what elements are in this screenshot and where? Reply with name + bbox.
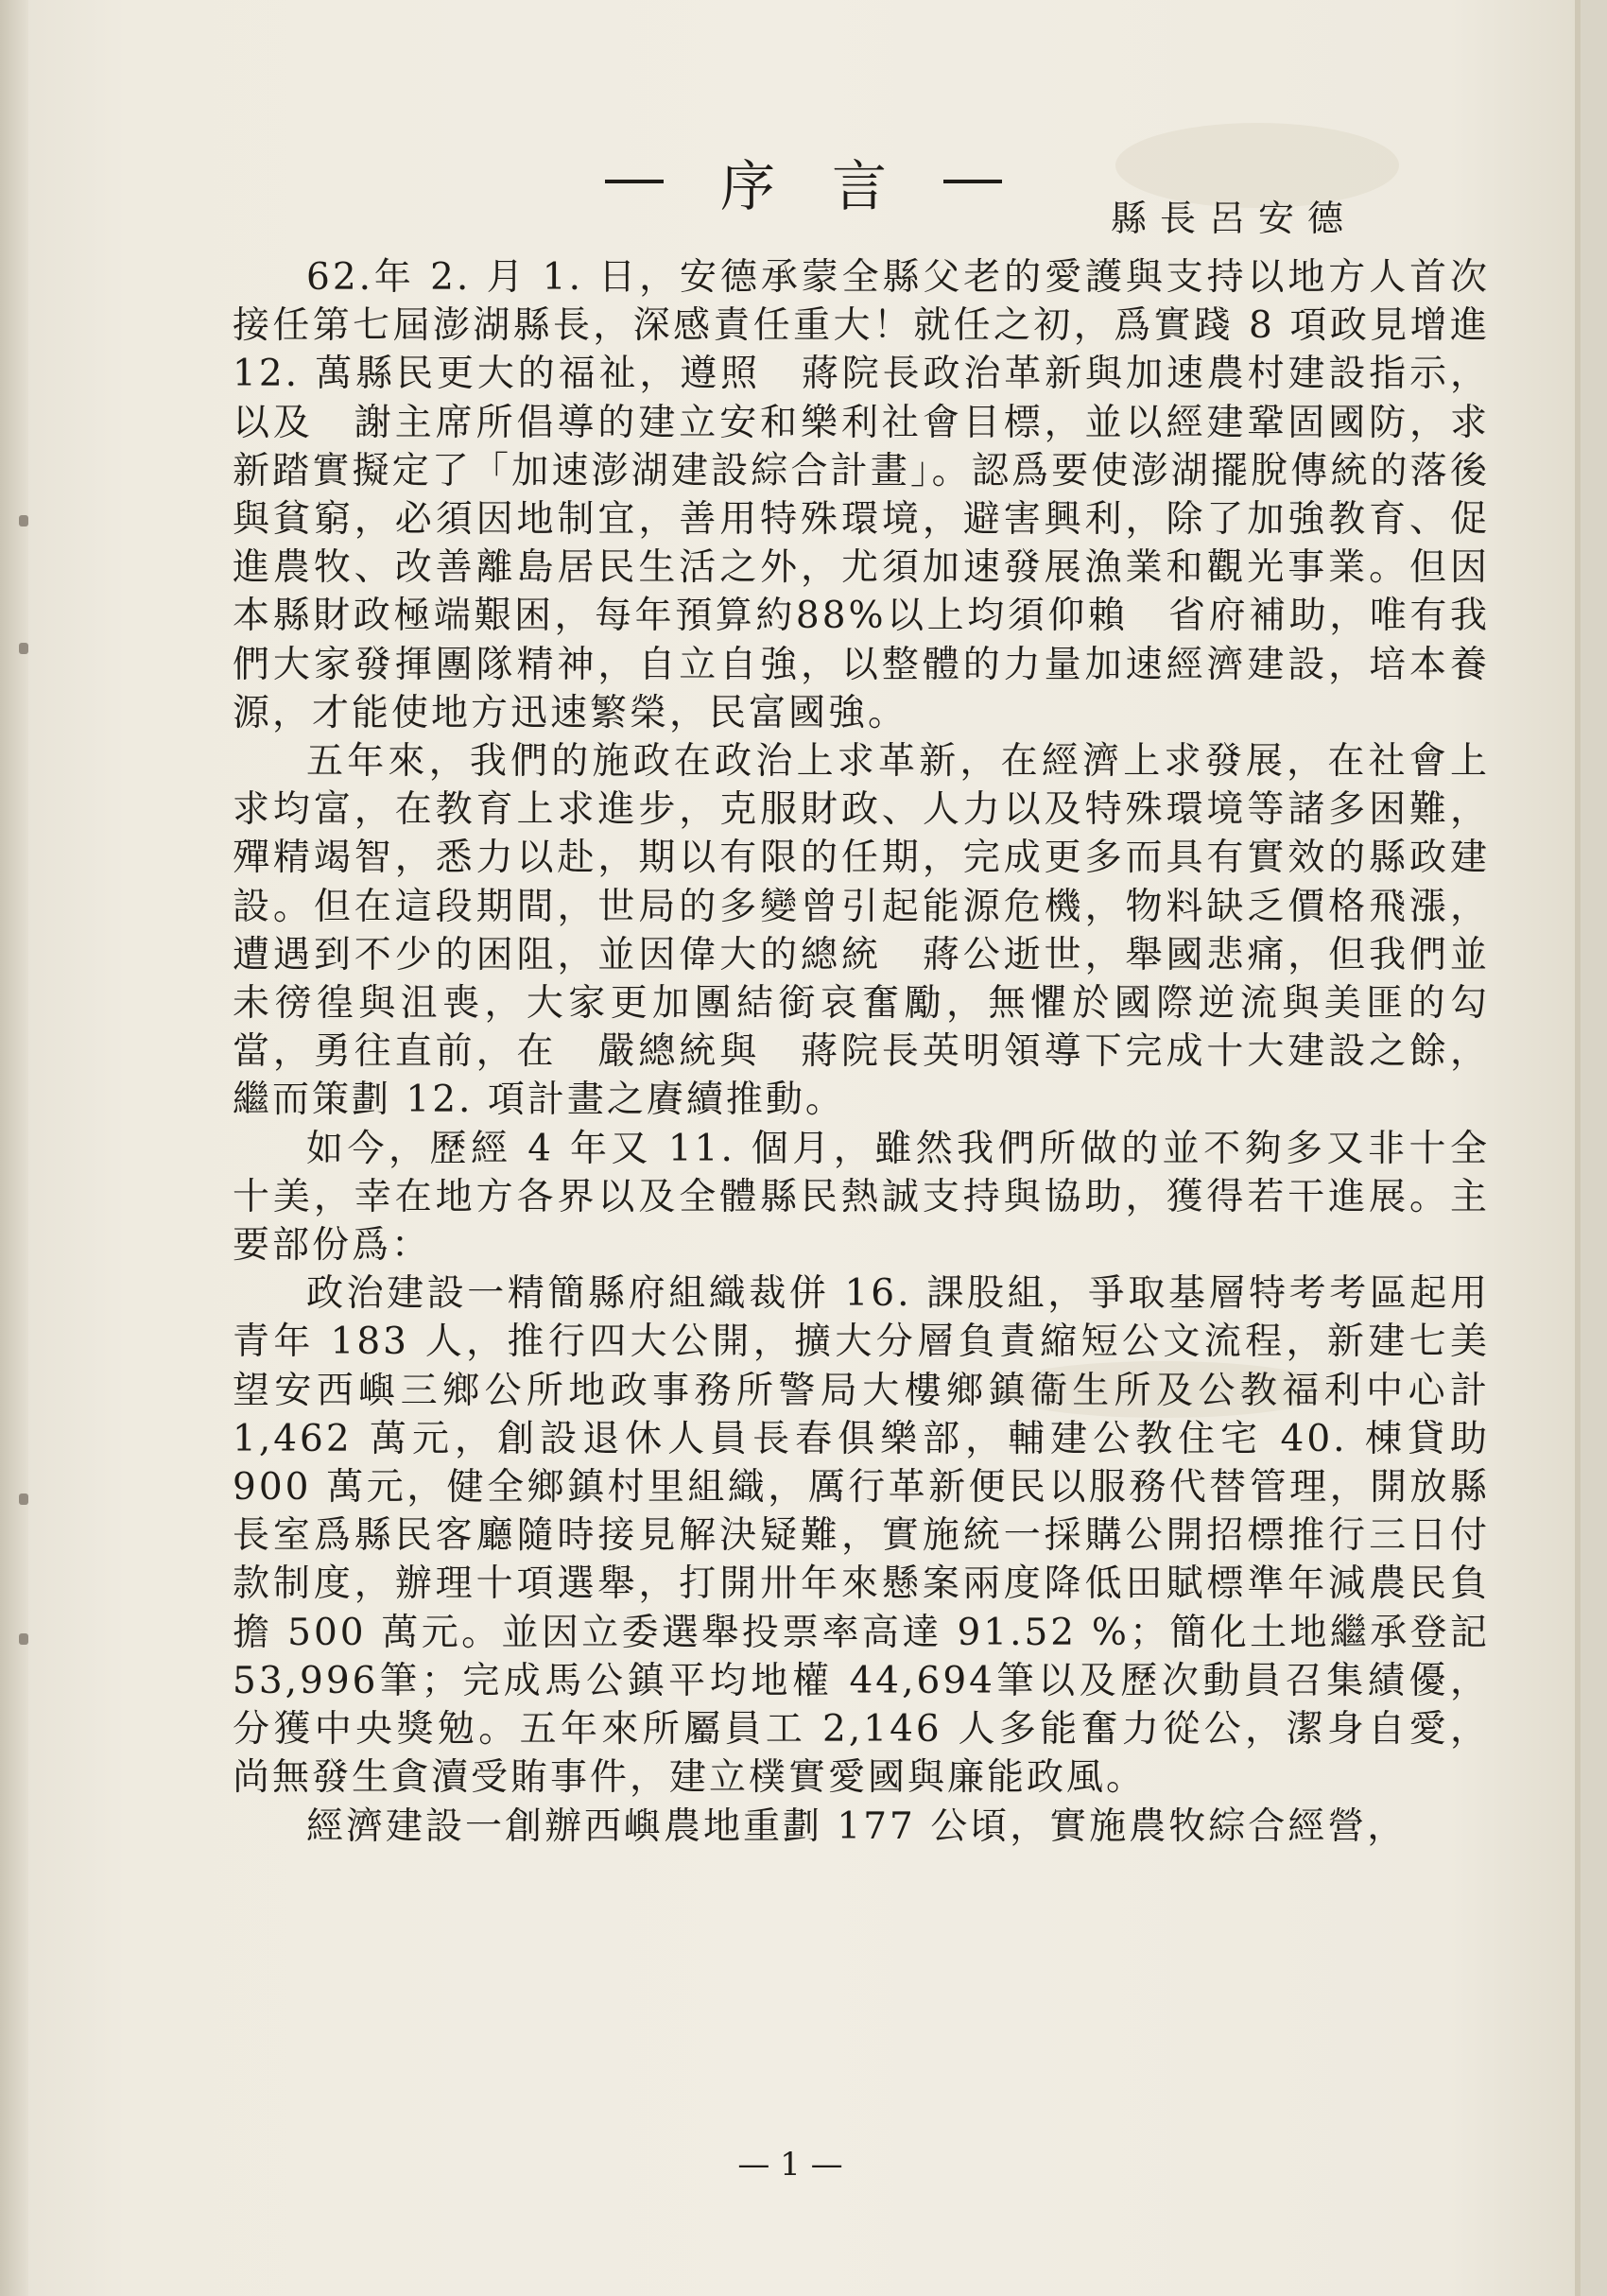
page-title [605, 142, 1002, 221]
binding-hole-mark [19, 515, 28, 527]
title-dash-right [943, 180, 1002, 183]
binding-hole-mark [19, 1493, 28, 1505]
title-dash-left [605, 180, 664, 183]
title-char-1: 序 [719, 154, 775, 218]
body-text [233, 253, 1490, 1851]
paragraph-five-years: 五年來，我們的施政在政治上求革新，在經濟上求發展，在社會上求均富，在教育上求進步，克服財政、人力以及特殊環境等諸多困難，殫精竭智，悉力以赴，期以有限的任期，完成更多而具有實效的縣政建設。但在這段期間，世局的多變曾引起能源危機，物料缺乏價格飛漲，遭遇到不少的困阻，並因偉大的總統 蔣公逝世，舉國悲痛，但我們並未徬徨與沮喪，大家更加團結銜哀奮勵，無懼於國際逆流與美匪的勾當，勇往直前，在 嚴總統與 蔣院長英明領導下完成十大建設之餘，繼而策劃 12. 項計畫之賡續推動。 [233, 740, 1490, 1122]
paragraph-political-construction: 政治建設一精簡縣府組織裁併 16. 課股組，爭取基層特考考區起用青年 183 人，推行四大公開，擴大分層負責縮短公文流程，新建七美望安西嶼三鄉公所地政事務所警局大樓鄉鎮衞生所及公教福利中心計 1,462 萬元，創設退休人員長春俱樂部，輔建公教住宅 40. 棟貸助 900 萬元，健全鄉鎮村里組織，厲行革新便民以服務代替管理，開放縣長室爲縣民客廳隨時接見解決疑難，實施統一採購公開招標推行三日付款制度，辦理十項選舉，打開卅年來懸案兩度降低田賦標準年減農民負擔 500 萬元。並因立委選舉投票率高達 91.52 %；簡化土地繼承登記 53,996筆；完成馬公鎮平均地權 44,694筆以及歷次動員召集績優，分獲中央獎勉。五年來所屬員工 2,146 人多能奮力從公，潔身自愛，尚無發生貪瀆受賄事件，建立樸實愛國與廉能政風。 [233, 1272, 1490, 1800]
page-spine [0, 0, 28, 2296]
author-line: 縣長呂安德 [1111, 198, 1357, 239]
paragraph-progress: 如今，歷經 4 年又 11. 個月，雖然我們所做的並不夠多又非十全十美，幸在地方各界以及全體縣民熱誠支持與協助，獲得若干進展。主要部份爲： [233, 1127, 1490, 1268]
paragraph-intro: 62.年 2. 月 1. 日，安德承蒙全縣父老的愛護與支持以地方人首次接任第七屆澎湖縣長，深感責任重大！就任之初，爲實踐 8 項政見增進 12. 萬縣民更大的福祉，遵照 蔣院長政治革新與加速農村建設指示，以及 謝主席所倡導的建立安和樂利社會目標，並以經建鞏固國防，求新踏實擬定了「加速澎湖建設綜合計畫」。認爲要使澎湖擺脫傳統的落後與貧窮，必須因地制宜，善用特殊環境，避害興利，除了加強教育、促進農牧、改善離島居民生活之外，尤須加速發展漁業和觀光事業。但因本縣財政極端艱困，每年預算約88%以上均須仰賴 省府補助，唯有我們大家發揮團隊精神，自立自強，以整體的力量加速經濟建設，培本養源，才能使地方迅速繁榮，民富國強。 [233, 256, 1490, 734]
page-number: — 1 — [737, 2146, 843, 2184]
binding-hole-mark [19, 643, 28, 654]
title-char-2: 言 [831, 154, 887, 218]
paragraph-economic-construction: 經濟建設一創辦西嶼農地重劃 177 公頃，實施農牧綜合經營， [306, 1804, 1408, 1848]
binding-hole-mark [19, 1633, 28, 1645]
